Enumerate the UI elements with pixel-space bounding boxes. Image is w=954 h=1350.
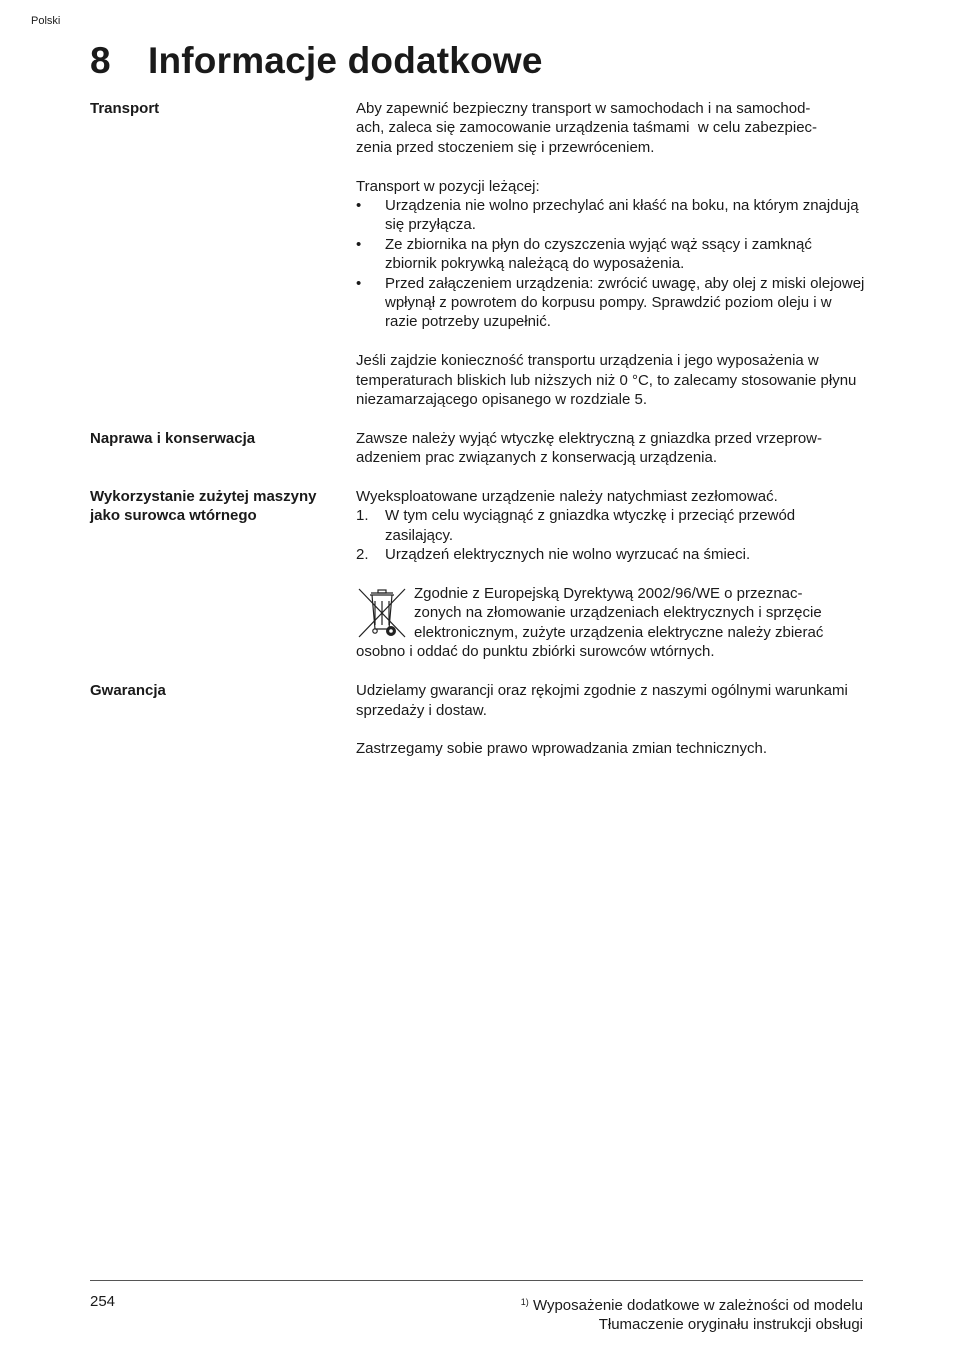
- weee-notice: [356, 584, 865, 662]
- bullet-icon: •: [356, 235, 362, 253]
- weee-text: Zgodnie z Europejską Dyrektywą 2002/96/WE o przeznac- zonych na złomowanie urządzeniach elektrycznych i sprzęcie elektronicznym, zużyte urządzenia elektryczne należy zbierać osobno i oddać do punktu zbiórki surowców wtórnych.: [356, 585, 824, 661]
- transport-lying-heading: Transport w pozycji leżącej:: [356, 177, 540, 195]
- section-repair: [90, 429, 865, 468]
- crossed-out-wheelie-bin-icon: [356, 585, 408, 639]
- translation-note: Tłumaczenie oryginału instrukcji obsługi: [598, 1316, 863, 1334]
- language-label: Polski: [31, 15, 61, 27]
- step-number: 1.: [356, 507, 369, 525]
- chapter-title: [90, 40, 543, 82]
- section-label-warranty: Gwarancja: [90, 682, 166, 700]
- section-recycling: [90, 487, 865, 662]
- list-item-text: Przed załączeniem urządzenia: zwrócić uwagę, aby olej z miski olejowej wpłynął z powrotem do korpusu pompy. Sprawdzić poziom oleju i w razie potrzeby uzupełnić.: [385, 274, 865, 331]
- section-label-transport: Transport: [90, 100, 160, 117]
- section-label-repair: Naprawa i konserwacja: [90, 429, 256, 447]
- section-label-recycling: Wykorzystanie zużytej maszyny jako surowca wtórnego: [90, 488, 317, 525]
- list-item: [356, 545, 865, 564]
- transport-frost-note: Jeśli zajdzie konieczność transportu urządzenia i jego wyposażenia w temperaturach bliskich lub niższych niż 0 °C, to zalecamy stosowanie płynu niezamarzającego opisanego w rozdziale 5.: [356, 352, 857, 409]
- list-item: [356, 274, 865, 332]
- list-item-text: Urządzenia nie wolno przechylać ani kłaść na boku, na którym znajdują się przyłącza.: [385, 197, 859, 234]
- section-transport: [90, 99, 865, 409]
- section-warranty: [90, 681, 865, 759]
- bullet-icon: •: [356, 197, 362, 215]
- list-item: [356, 235, 865, 274]
- step-number: 2.: [356, 546, 369, 564]
- chapter-number: 8: [90, 40, 111, 81]
- footnote-text: Wyposażenie dodatkowe w zależności od modelu: [532, 1297, 863, 1314]
- technical-changes-note: Zastrzegamy sobie prawo wprowadzania zmian technicznych.: [356, 740, 768, 758]
- section-body-warranty: [356, 681, 865, 759]
- recycling-intro: Wyeksploatowane urządzenie należy natychmiast zezłomować.: [356, 488, 778, 506]
- footnote: [521, 1293, 863, 1315]
- list-item-text: W tym celu wyciągnąć z gniazdka wtyczkę i przeciąć przewód zasilający.: [385, 507, 796, 544]
- bullet-icon: •: [356, 274, 362, 292]
- list-item-text: Urządzeń elektrycznych nie wolno wyrzucać na śmieci.: [385, 546, 751, 564]
- list-item: [356, 196, 865, 235]
- warranty-text: Udzielamy gwarancji oraz rękojmi zgodnie z naszymi ogólnymi warunkami sprzedaży i dostaw.: [356, 682, 848, 719]
- chapter-title-text: Informacje dodatkowe: [148, 40, 543, 81]
- list-item-text: Ze zbiornika na płyn do czyszczenia wyjąć wąż ssący i zamknąć zbiornik pokrywką należącą do wyposażenia.: [385, 235, 812, 273]
- list-item: [356, 506, 865, 545]
- section-body-recycling: [356, 487, 865, 662]
- transport-bullet-list: [356, 196, 865, 332]
- footer-divider: [90, 1280, 863, 1281]
- main-content: [90, 99, 865, 759]
- recycling-steps: [356, 506, 865, 564]
- section-body-repair: [356, 429, 865, 468]
- section-body-transport: [356, 99, 865, 409]
- footer-notes: [521, 1293, 863, 1335]
- footnote-mark: 1): [520, 1297, 529, 1307]
- page-number: 254: [90, 1293, 116, 1310]
- transport-intro: Aby zapewnić bezpieczny transport w samochodach i na samochod- ach, zaleca się zamocowanie urządzenia taśmami w celu zabezpiec- zenia przed stoczeniem się i przewróceniem.: [356, 100, 818, 156]
- repair-text: Zawsze należy wyjąć wtyczkę elektryczną z gniazdka przed vrzeprow- adzeniem prac związanych z konserwacją urządzenia.: [356, 429, 823, 467]
